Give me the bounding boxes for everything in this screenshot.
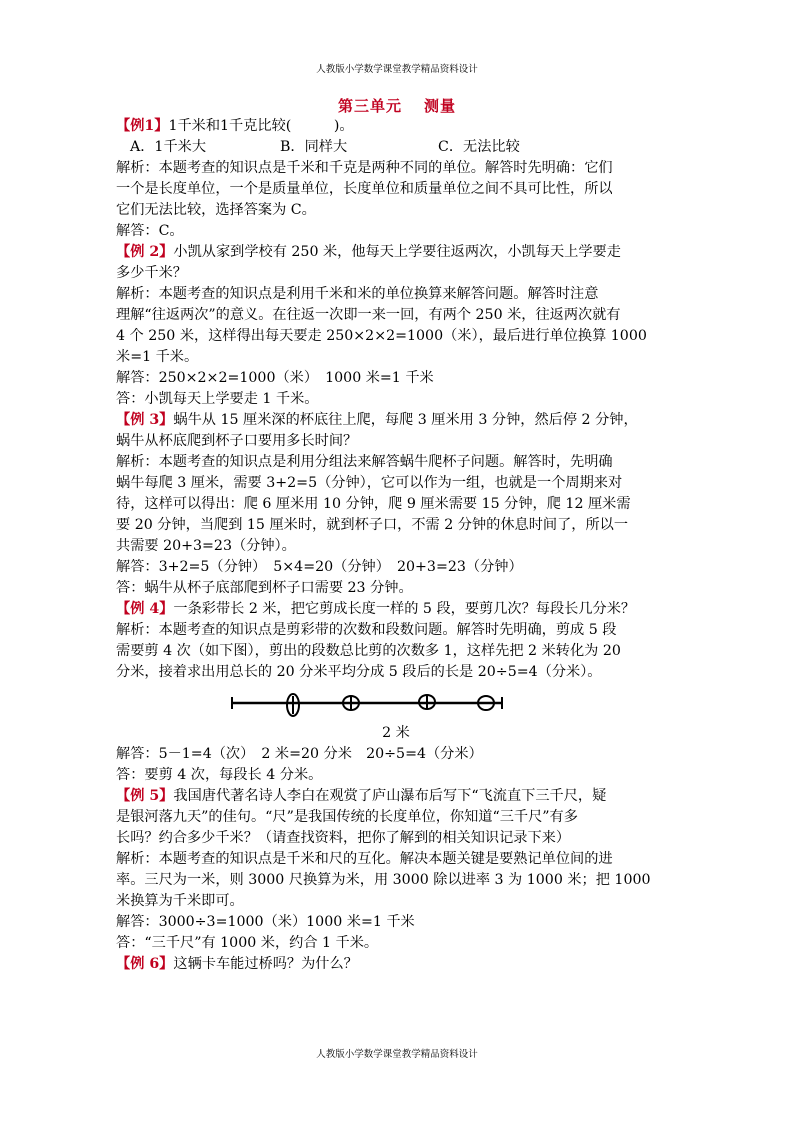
answer-line: 解答：C。 — [116, 223, 184, 239]
ribbon-diagram — [116, 683, 676, 723]
option-c: C．无法比较 — [438, 139, 520, 155]
solution-line: 解答：3000÷3=1000（米）1000 米=1 千米 — [116, 914, 415, 930]
solution-line: 解答：5－1=4（次） 2 米=20 分米 20÷5=4（分米） — [116, 746, 483, 762]
analysis-line: 需要剪 4 次（如下图），剪出的段数总比剪的次数多 1，这样先把 2 米转化为 20 — [116, 643, 621, 659]
solution-line: 解答：3+2=5（分钟） 5×4=20（分钟） 20+3=23（分钟） — [116, 559, 523, 575]
analysis-line: 共需要 20+3=23（分钟）。 — [116, 538, 296, 554]
analysis-line: 分米，接着求出用总长的 20 分米平均分成 5 段后的长是 20÷5=4（分米）。 — [116, 664, 602, 680]
analysis-line: 4 个 250 米，这样得出每天要走 250×2×2=1000（米），最后进行单位换算 1000 — [116, 328, 647, 344]
option-a: A．1千米大 — [130, 139, 207, 155]
ex4-question: 【例 4】一条彩带长 2 米，把它剪成长度一样的 5 段，要剪几次？每段长几分米？ — [116, 601, 636, 617]
ex1-options — [116, 137, 676, 158]
analysis-line: 米=1 千米。 — [116, 349, 199, 365]
solution-line: 解答：250×2×2=1000（米） 1000 米=1 千米 — [116, 370, 434, 386]
analysis-line: 待，这样可以得出：爬 6 厘米用 10 分钟，爬 9 厘米需要 15 分钟，爬 12 厘米需 — [116, 496, 631, 512]
answer-line: 答：小凯每天上学要走 1 千米。 — [116, 391, 319, 407]
analysis-line: 解析：本题考查的知识点是千米和千克是两种不同的单位。解答时先明确：它们 — [116, 160, 613, 176]
ribbon-cut-diagram — [116, 683, 676, 723]
page-footer: 人教版小学数学课堂教学精品资料设计 — [316, 1049, 478, 1060]
analysis-line: 解析：本题考查的知识点是利用千米和米的单位换算来解答问题。解答时注意 — [116, 286, 599, 302]
answer-line: 答：要剪 4 次，每段长 4 分米。 — [116, 767, 323, 783]
ex5-question: 【例 5】我国唐代著名诗人李白在观赏了庐山瀑布后写下“飞流直下三千尺，疑 — [116, 788, 607, 804]
ex2-question: 【例 2】小凯从家到学校有 250 米，他每天上学要往返两次，小凯每天上学要走 — [116, 244, 621, 260]
question-line: 蜗牛从杯底爬到杯子口要用多长时间？ — [116, 433, 358, 449]
analysis-line: 要 20 分钟，当爬到 15 厘米时，就到杯子口，不需 2 分钟的休息时间了，所以一 — [116, 517, 629, 533]
question-line: 多少千米？ — [116, 265, 187, 281]
cut-mark-1 — [287, 694, 299, 716]
ex3-tag: 【例 3】 — [116, 412, 174, 428]
option-b: B．同样大 — [280, 139, 348, 155]
answer-line: 答：“三千尺”有 1000 米，约合 1 千米。 — [116, 935, 379, 951]
analysis-line: 率。三尺为一米，则 3000 尺换算为米，用 3000 除以进率 3 为 1000 米；把 1000 — [116, 872, 651, 888]
analysis-line: 理解“往返两次”的意义。在往返一次即一来一回，有两个 250 米，往返两次就有 — [116, 307, 621, 323]
page-title — [0, 95, 794, 116]
analysis-line: 解析：本题考查的知识点是剪彩带的次数和段数问题。解答时先明确，剪成 5 段 — [116, 622, 617, 638]
analysis-line: 解析：本题考查的知识点是利用分组法来解答蜗牛爬杯子问题。解答时，先明确 — [116, 454, 613, 470]
analysis-line: 它们无法比较，选择答案为 C。 — [116, 202, 316, 218]
document-body — [116, 116, 676, 975]
answer-line: 答：蜗牛从杯子底部爬到杯子口需要 23 分钟。 — [116, 580, 413, 596]
analysis-line: 蜗牛每爬 3 厘米，需要 3+2=5（分钟），它可以作为一组，也就是一个周期来对 — [116, 475, 623, 491]
ex4-tag: 【例 4】 — [116, 601, 174, 617]
ex2-tag: 【例 2】 — [116, 244, 174, 260]
page-header: 人教版小学数学课堂教学精品资料设计 — [316, 64, 478, 75]
cut-mark-4 — [478, 696, 494, 710]
question-line: 是银河落九天”的佳句。“尺”是我国传统的长度单位，你知道“三千尺”有多 — [116, 809, 578, 825]
analysis-line: 一个是长度单位，一个是质量单位，长度单位和质量单位之间不具可比性，所以 — [116, 181, 613, 197]
diagram-caption: 2 米 — [382, 725, 410, 741]
ex3-question: 【例 3】蜗牛从 15 厘米深的杯底往上爬，每爬 3 厘米用 3 分钟，然后停 2 分钟， — [116, 412, 638, 428]
analysis-line: 米换算为千米即可。 — [116, 893, 244, 909]
ex5-tag: 【例 5】 — [116, 788, 174, 804]
question-line: 长吗？约合多少千米？（请查找资料，把你了解到的相关知识记录下来） — [116, 830, 571, 846]
ex6-tag: 【例 6】 — [116, 956, 174, 972]
unit-label: 第三单元 — [337, 97, 402, 115]
ex1-question: 【例1】1千米和1千克比较( )。 — [116, 118, 354, 134]
analysis-line: 解析：本题考查的知识点是千米和尺的互化。解决本题关键是要熟记单位间的进 — [116, 851, 613, 867]
topic-label: 测量 — [424, 97, 457, 115]
ex6-question: 【例 6】这辆卡车能过桥吗？为什么？ — [116, 956, 358, 972]
ex1-tag: 【例1】 — [116, 118, 169, 134]
